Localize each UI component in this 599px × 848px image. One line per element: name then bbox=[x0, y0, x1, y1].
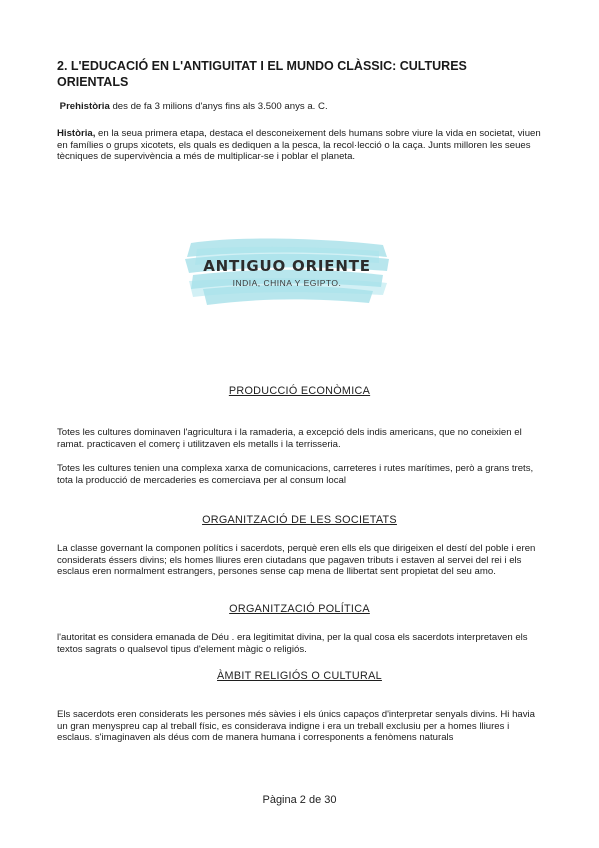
historia-text: en la seua primera etapa, destaca el desconeixement dels humans sobre viure la vida en societat, viuen en famílies o grups xicotets, els quals es dediquen a la pesca, la recol·lecció o la caça. Junts milloren les seues tècniques de supervivència a més de multiplicar-se i poblar el planeta. bbox=[57, 128, 541, 163]
produccio-paragraph-2: Totes les cultures tenien una complexa xarxa de comunicacions, carreteres i rutes marítimes, però a grans trets, tota la producció de mercaderies es comerciava per al consum local bbox=[57, 463, 534, 486]
historia-term: Història, bbox=[57, 128, 96, 139]
document-heading: 2. L'EDUCACIÓ EN L'ANTIGUITAT I EL MUNDO CLÀSSIC: CULTURES ORIENTALS bbox=[57, 59, 467, 89]
section-title-produccio: PRODUCCIÓ ECONÒMICA bbox=[228, 385, 371, 397]
produccio-paragraph-1: Totes les cultures dominaven l'agricultura i la ramaderia, a excepció dels indis americans, que no coneixien el ramat. practicaven el comerç i utilitzaven els metalls i la terrisseria. bbox=[57, 427, 522, 450]
prehistoria-text: des de fa 3 milions d'anys fins als 3.500 anys a. C. bbox=[109, 101, 328, 112]
historia-paragraph bbox=[57, 128, 545, 163]
section-title-societats: ORGANITZACIÓ DE LES SOCIETATS bbox=[202, 514, 397, 526]
page-number-footer: Pàgina 2 de 30 bbox=[262, 794, 337, 806]
antiguo-oriente-banner bbox=[183, 237, 391, 311]
banner-title: ANTIGUO ORIENTE bbox=[203, 257, 371, 275]
prehistoria-term: Prehistòria bbox=[59, 101, 110, 112]
section-title-politica: ORGANITZACIÓ POLÍTICA bbox=[229, 603, 370, 615]
societats-paragraph: La classe governant la componen polítics i sacerdots, perquè eren ells els que dirigeixen el destí del poble i eren considerats éssers divins; els homes lliures eren ciutadans que pagaven tributs i estaven al servei del rei i els esclaus eren normalment estrangers, persones sense cap mena de llibertat sent propietat del seu amo. bbox=[57, 543, 536, 578]
section-title-religios: ÀMBIT RELIGIÓS O CULTURAL bbox=[217, 670, 382, 682]
politica-paragraph: l'autoritat es considera emanada de Déu . era legitimitat divina, per la qual cosa els sacerdots interpretaven els textos sagrats o qualsevol tipus d'element màgic o religiós. bbox=[57, 632, 528, 655]
prehistoria-paragraph bbox=[57, 101, 545, 113]
banner-subtitle: INDIA, CHINA Y EGIPTO. bbox=[232, 278, 342, 288]
religios-paragraph: Els sacerdots eren considerats les persones més sàvies i els únics capaços d'interpretar senyals divins. Hi havia un gran menyspreu cap al treball físic, es considerava indigne i era un treball exclusiu per a homes lliures i esclaus. s'imaginaven als déus com de manera humana i corresponents a fenòmens naturals bbox=[57, 709, 536, 744]
